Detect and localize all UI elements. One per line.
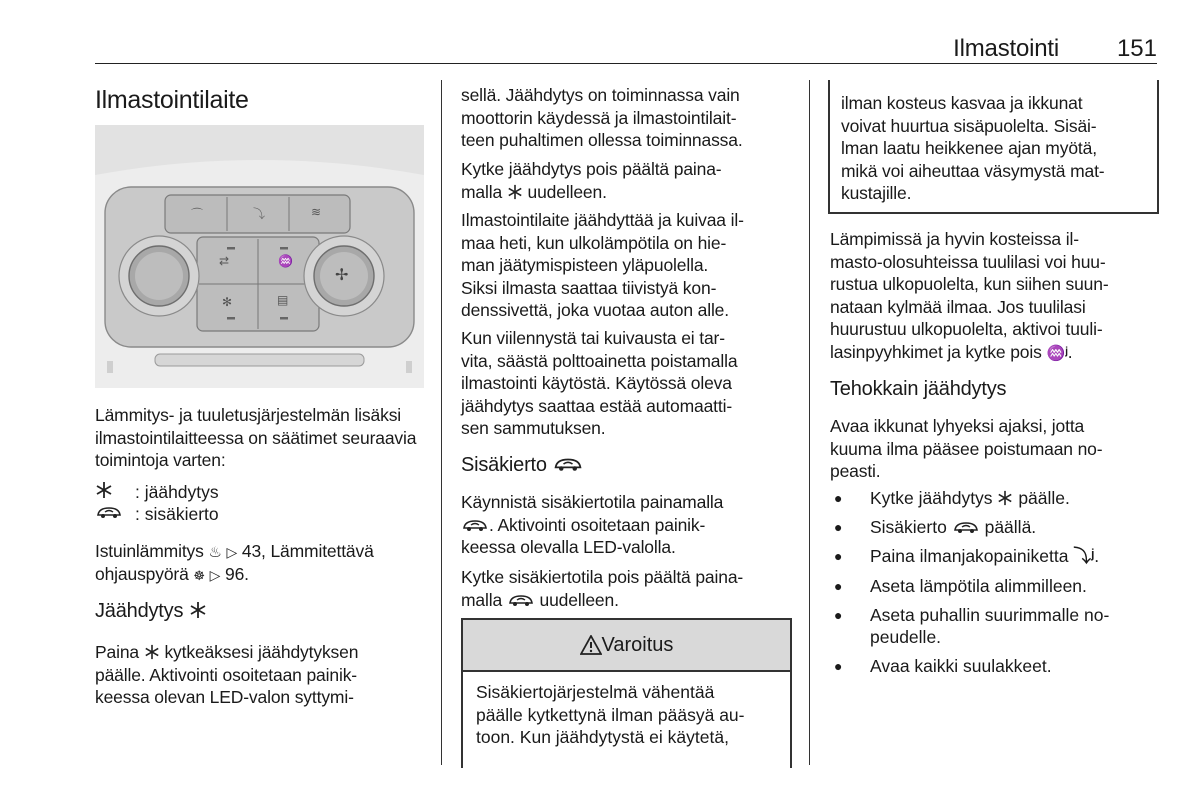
bullet-item-open-vents: ● Avaa kaikki suulakkeet.	[834, 656, 1052, 676]
warning-triangle-icon	[580, 635, 602, 655]
ref-arrow-2: ▷	[209, 567, 221, 583]
panel-windshield-icon: ♒	[278, 254, 293, 268]
humidity-paragraph: Lämpimissä ja hyvin kosteissa il- masto-olosuhteissa tuulilasi voi huu- rustua ulkopuolelta, kun siihen suun- nataan kylmää ilmaa. Jos tuulilasi huurustuu ulkopuolelta, aktivoi tuuli- lasinpyyhkimet ja kytke pois ♒ʲ.	[830, 229, 1109, 362]
page-header-title: Ilmastointi	[953, 35, 1059, 62]
legend-row-recirculation	[95, 503, 219, 525]
panel-fan-dial-icon: ✢	[335, 267, 349, 284]
snowflake-icon	[507, 184, 523, 200]
recirculation-icon	[95, 504, 123, 520]
heated-wheel-reference: ohjauspyörä ☸ ▷ 96.	[95, 564, 249, 584]
recirculation-heading: Sisäkierto	[461, 454, 584, 477]
section-heading: Ilmastointilaite	[95, 86, 249, 114]
bullet-item-recirculation-on: ● Sisäkierto päällä.	[834, 517, 1037, 537]
page-number: 151	[1116, 35, 1157, 62]
snowflake-icon	[144, 644, 160, 660]
bullet-item-fan-max: ● Aseta puhallin suurimmalle no- peudelle.	[834, 605, 1110, 647]
recirculation-icon	[952, 519, 980, 535]
recirculation-icon	[507, 592, 535, 608]
column-divider-1	[441, 80, 442, 765]
bullet-item-cooling-on: ● Kytke jäähdytys päälle.	[834, 488, 1070, 508]
warning-box	[461, 618, 792, 768]
warning-text: Sisäkiertojärjestelmä vähentää päälle kytkettynä ilman pääsyä au- toon. Kun jäähdytystä ei käytetä,	[476, 682, 745, 747]
effective-cooling-intro: Avaa ikkunat lyhyeksi ajaksi, jotta kuuma ilma pääsee poistumaan no- peasti.	[830, 416, 1103, 481]
seat-heating-icon: ♨	[208, 544, 222, 561]
warning-box-continuation	[828, 80, 1159, 214]
legend-row-cooling	[95, 481, 219, 504]
warning-title: Varoitus	[601, 633, 674, 656]
header-rule	[95, 63, 1157, 64]
legend-cooling-label: : jäähdytys	[135, 482, 219, 502]
snowflake-icon	[189, 601, 207, 619]
windshield-airflow-icon: ♒ʲ	[1046, 344, 1068, 362]
panel-rear-defrost-icon: ▤	[277, 293, 289, 307]
panel-ac-icon: ✻	[222, 295, 233, 309]
cooling-heading: Jäähdytys	[95, 600, 207, 623]
effective-cooling-heading: Tehokkain jäähdytys	[830, 378, 1007, 400]
panel-defrost-icon: ⌒	[191, 207, 204, 221]
warning-continuation-text: ilman kosteus kasvaa ja ikkunat voivat huurtua sisäpuolelta. Sisäi- lman laatu heikkenee ajan myötä, mikä voi aiheuttaa väsymystä mat- kustajille.	[841, 93, 1105, 203]
warning-header	[463, 620, 790, 672]
bullet-item-air-distribution: ● Paina ilmanjakopainiketta ⤵ʲ.	[834, 546, 1100, 566]
panel-recirculation-icon: ⇄	[219, 254, 230, 268]
heated-steering-wheel-icon: ☸	[193, 568, 205, 583]
snowflake-icon	[997, 490, 1013, 506]
fuel-saving-paragraph: Kun viilennystä tai kuivausta ei tar- vita, säästä polttoainetta poistamalla ilmastointi käytöstä. Käytössä oleva jäähdytys saattaa estää automaatti- sen sammutuksen.	[461, 328, 738, 438]
intro-paragraph: Lämmitys- ja tuuletusjärjestelmän lisäksi ilmastointilaitteessa on säätimet seuraavia toimintoja varten:	[95, 405, 417, 470]
seat-heating-reference: Istuinlämmitys ♨ ▷ 43, Lämmitettävä	[95, 541, 374, 561]
recirculation-icon	[461, 517, 489, 533]
climate-control-panel-illustration	[95, 125, 424, 388]
cooling-paragraph: Paina kytkeäksesi jäähdytyksen päälle. Aktivointi osoitetaan painik- keessa olevan LED-valon syttymi-	[95, 642, 359, 707]
panel-air-distribution-icon: ⤵	[253, 207, 266, 221]
bullet-item-temperature-min: ● Aseta lämpötila alimmilleen.	[834, 576, 1087, 596]
ref-arrow-1: ▷	[226, 544, 238, 560]
dehumidify-paragraph: Ilmastointilaite jäähdyttää ja kuivaa il- maa heti, kun ulkolämpötila on hie- man jäätymispisteen yläpuolella. Siksi ilmasta saattaa tiivistyä kon- denssivettä, joka vuotaa auton alle.	[461, 210, 744, 320]
legend-recirculation-label: : sisäkierto	[135, 504, 219, 524]
recirculation-icon	[552, 455, 584, 473]
cooling-off-paragraph: Kytke jäähdytys pois päältä paina- malla uudelleen.	[461, 159, 722, 202]
cooling-continuation: sellä. Jäähdytys on toiminnassa vain moottorin käydessä ja ilmastointilait- teen puhaltimen ollessa toiminnassa.	[461, 85, 743, 150]
panel-seat-heating-icon: ≋	[311, 205, 322, 219]
recirculation-off-paragraph: Kytke sisäkiertotila pois päältä paina- malla uudelleen.	[461, 567, 744, 610]
snowflake-icon	[95, 481, 113, 499]
recirculation-paragraph: Käynnistä sisäkiertotila painamalla . Aktivointi osoitetaan painik- keessa olevalla LED-valolla.	[461, 492, 724, 557]
air-distribution-icon: ⤵ʲ	[1073, 546, 1095, 566]
column-divider-2	[809, 80, 810, 765]
